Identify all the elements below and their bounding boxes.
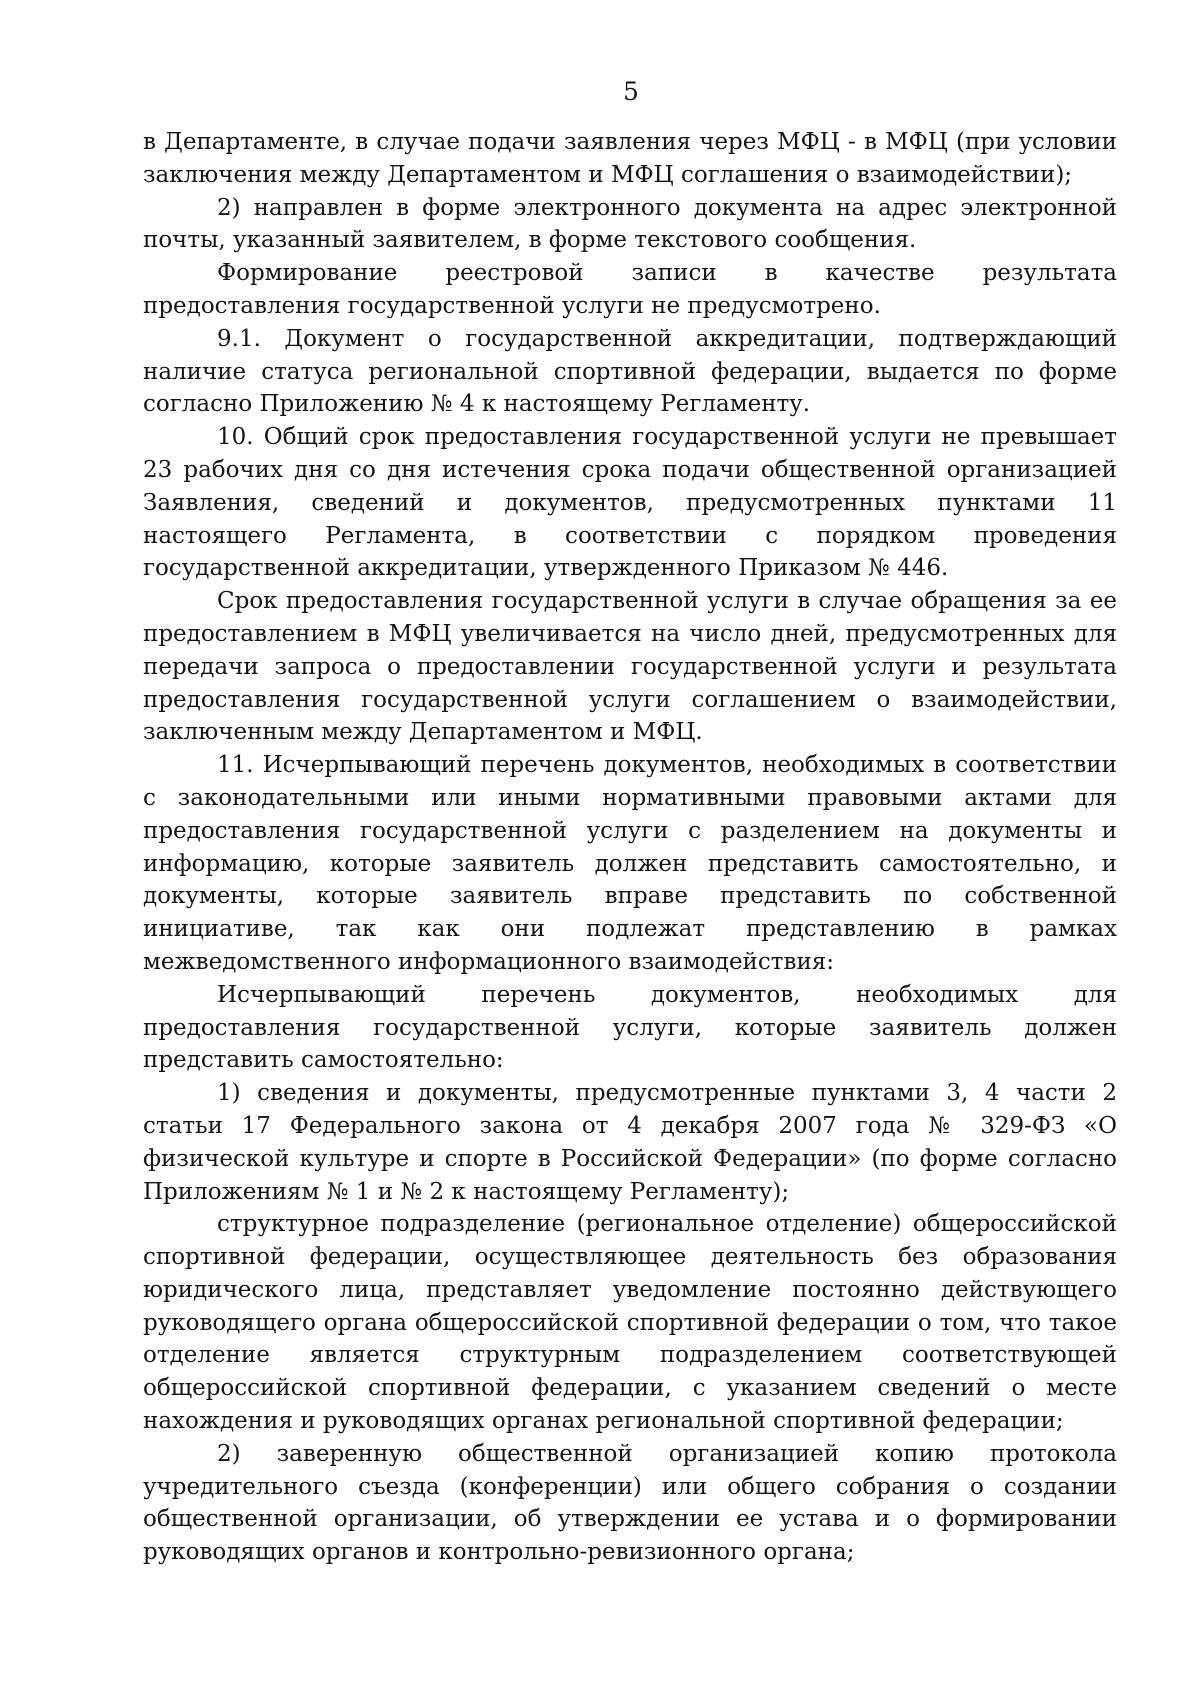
paragraph: 11. Исчерпывающий перечень документов, необходимых в соответствии с законодательными или иными нормативными правовыми актами для предоставления государственной услуги с разделением на документы и информацию, которые заявитель должен представить самостоятельно, и документы, которые заявитель вправе представить по собственной инициативе, так как они подлежат представлению в рамках межведомственного информационного взаимодействия: bbox=[143, 752, 1117, 975]
paragraph: Срок предоставления государственной услуги в случае обращения за ее предоставлением в МФЦ увеличивается на число дней, предусмотренных для передачи запроса о предоставлении государственной услуги и результата предоставления государственной услуги соглашением о взаимодействии, заключенным между Департаментом и МФЦ. bbox=[143, 588, 1117, 746]
document-body bbox=[143, 126, 1117, 1569]
paragraph: 9.1. Документ о государственной аккредитации, подтверждающий наличие статуса региональной спортивной федерации, выдается по форме согласно Приложению № 4 к настоящему Регламенту. bbox=[143, 325, 1117, 418]
paragraph: в Департаменте, в случае подачи заявления через МФЦ - в МФЦ (при условии заключения между Департаментом и МФЦ соглашения о взаимодействии); bbox=[143, 129, 1117, 188]
page-number: 5 bbox=[623, 77, 639, 106]
paragraph: Формирование реестровой записи в качестве результата предоставления государственной услуги не предусмотрено. bbox=[143, 260, 1117, 319]
paragraph: 1) сведения и документы, предусмотренные пунктами 3, 4 части 2 статьи 17 Федерального закона от 4 декабря 2007 года № 329-ФЗ «О физической культуре и спорте в Российской Федерации» (по форме согласно Приложениям № 1 и № 2 к настоящему Регламенту); bbox=[143, 1080, 1117, 1205]
paragraph: Исчерпывающий перечень документов, необходимых для предоставления государственной услуги, которые заявитель должен представить самостоятельно: bbox=[143, 981, 1117, 1074]
paragraph: 2) направлен в форме электронного документа на адрес электронной почты, указанный заявителем, в форме текстового сообщения. bbox=[143, 194, 1117, 254]
paragraph: структурное подразделение (региональное отделение) общероссийской спортивной федерации, осуществляющее деятельность без образования юридического лица, представляет уведомление постоянно действующего руководящего органа общероссийской спортивной федерации о том, что такое отделение является структурным подразделением соответствующей общероссийской спортивной федерации, с указанием сведений о месте нахождения и руководящих органах региональной спортивной федерации; bbox=[143, 1211, 1117, 1435]
paragraph: 10. Общий срок предоставления государственной услуги не превышает 23 рабочих дня со дня истечения срока подачи общественной организацией Заявления, сведений и документов, предусмотренных пунктами 11 настоящего Регламента, в соответствии с порядком проведения государственной аккредитации, утвержденного Приказом № 446. bbox=[143, 424, 1117, 582]
paragraph: 2) заверенную общественной организацией копию протокола учредительного съезда (конференции) или общего собрания о создании общественной организации, об утверждении ее устава и о формировании руководящих органов и контрольно-ревизионного органа; bbox=[143, 1440, 1117, 1566]
